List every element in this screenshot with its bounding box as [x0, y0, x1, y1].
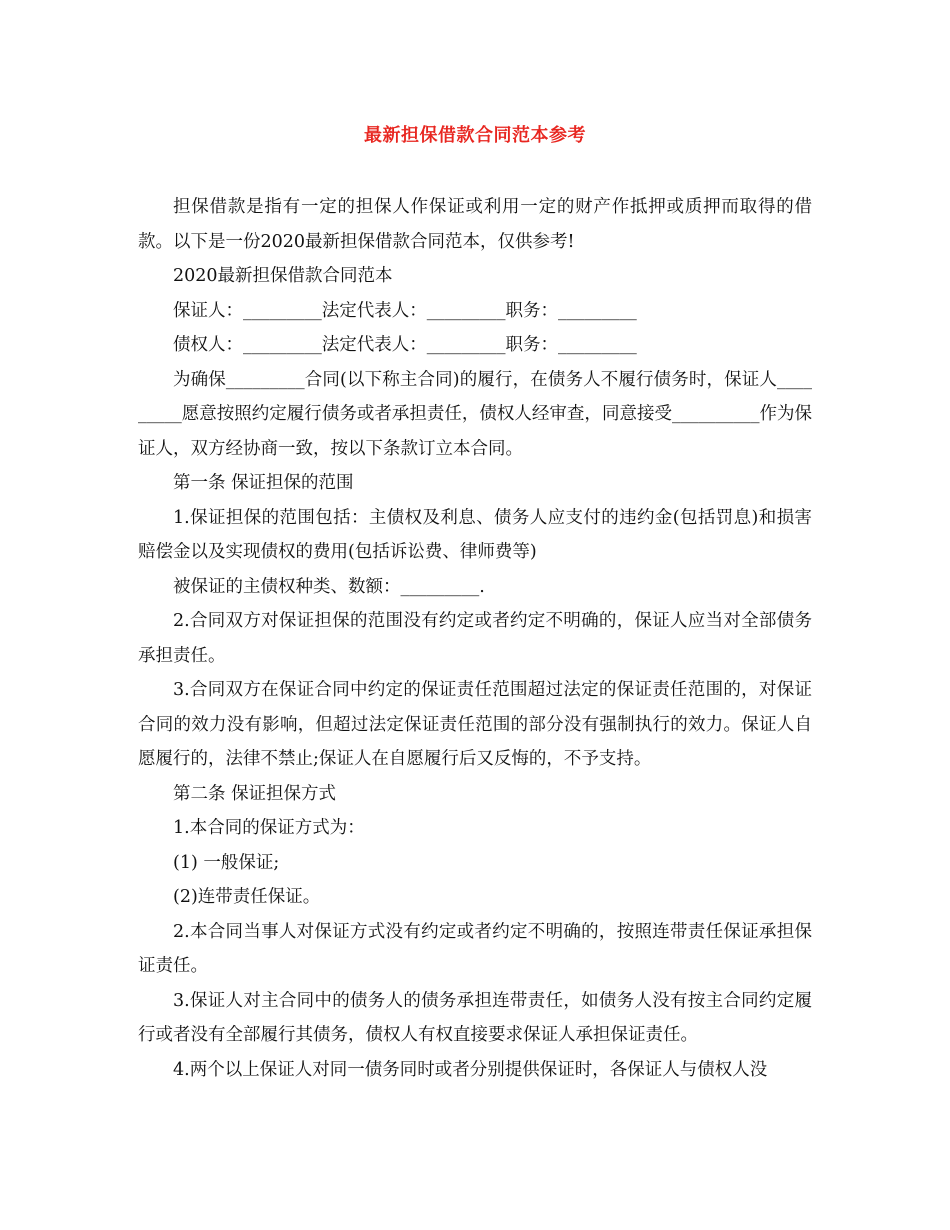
article-2-clause-1: 1.本合同的保证方式为：	[173, 818, 365, 838]
article-2-heading: 第二条 保证担保方式	[173, 783, 337, 804]
article-1-clause-2: 2.合同双方对保证担保的范围没有约定或者约定不明确的，保证人应当对全部债务承担责任。	[138, 611, 812, 666]
article-1-clause-3: 3.合同双方在保证合同中约定的保证责任范围超过法定的保证责任范围的，对保证合同的效力没有影响，但超过法定保证责任范围的部分没有强制执行的效力。保证人自愿履行的，法律不禁止;保证人在自愿履行后又反悔的，不予支持。	[138, 680, 812, 769]
document-body	[138, 190, 812, 1087]
article-2-clause-2: 2.本合同当事人对保证方式没有约定或者约定不明确的，按照连带责任保证承担保证责任。	[138, 921, 812, 976]
article-2-clause-4: 4.两个以上保证人对同一债务同时或者分别提供保证时，各保证人与债权人没	[173, 1059, 768, 1080]
article-1-heading: 第一条 保证担保的范围	[173, 473, 354, 493]
paragraph-subtitle: 2020最新担保借款合同范本	[173, 266, 393, 286]
paragraph-creditor-line: 债权人：_________法定代表人：_________职务：_________	[173, 335, 637, 355]
article-1-debt-amount: 被保证的主债权种类、数额：_________.	[173, 576, 485, 597]
paragraph-preamble: 为确保_________合同(以下称主合同)的履行，在债务人不履行债务时，保证人_________愿意按照约定履行债务或者承担责任，债权人经审查，同意接受__________作为保证人，双方经协商一致，按以下条款订立本合同。	[138, 369, 812, 459]
article-1-clause-1: 1.保证担保的范围包括：主债权及利息、债务人应支付的违约金(包括罚息)和损害赔偿金以及实现债权的费用(包括诉讼费、律师费等)	[138, 507, 812, 562]
article-2-clause-3: 3.保证人对主合同中的债务人的债务承担连带责任，如债务人没有按主合同约定履行或者没有全部履行其债务，债权人有权直接要求保证人承担保证责任。	[138, 990, 812, 1045]
article-2-option-2: (2)连带责任保证。	[173, 887, 321, 907]
paragraph-guarantor-line: 保证人：_________法定代表人：_________职务：_________	[173, 300, 637, 321]
article-2-option-1: (1) 一般保证;	[173, 852, 280, 873]
document-title: 最新担保借款合同范本参考	[364, 125, 586, 146]
paragraph-intro: 担保借款是指有一定的担保人作保证或利用一定的财产作抵押或质押而取得的借款。以下是一份2020最新担保借款合同范本，仅供参考!	[138, 197, 812, 252]
